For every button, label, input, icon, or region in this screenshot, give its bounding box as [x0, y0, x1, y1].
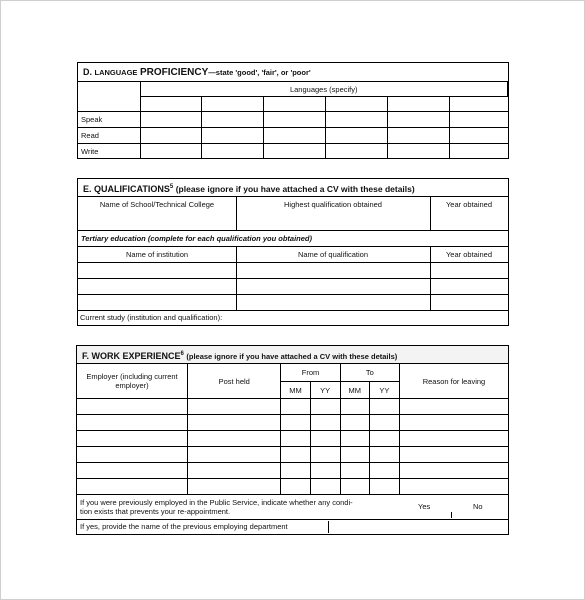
- post-held-header: Post held: [188, 364, 281, 399]
- read-cell[interactable]: [264, 128, 326, 144]
- write-cell[interactable]: [326, 144, 388, 159]
- qualification-row[interactable]: [78, 294, 508, 295]
- work-experience-heading: F. WORK EXPERIENCE$^6$ (please ignore if you have attached a CV with these details): [77, 346, 508, 364]
- table-row[interactable]: [77, 415, 508, 431]
- write-cell[interactable]: [202, 144, 264, 159]
- tertiary-education-heading: Tertiary education (complete for each qualification you obtained): [81, 234, 313, 243]
- write-cell[interactable]: [140, 144, 202, 159]
- table-row[interactable]: [77, 399, 508, 415]
- work-experience-section: [76, 345, 509, 535]
- write-cell[interactable]: [264, 144, 326, 159]
- read-cell[interactable]: [140, 128, 202, 144]
- languages-column-header: Languages (specify): [140, 82, 508, 97]
- read-cell[interactable]: [388, 128, 450, 144]
- speak-cell[interactable]: [326, 112, 388, 128]
- write-cell[interactable]: [450, 144, 508, 159]
- institution-column-header: Name of institution: [125, 250, 189, 259]
- school-column-header: Name of School/Technical College: [99, 200, 215, 209]
- write-label: Write: [78, 144, 140, 159]
- read-cell[interactable]: [450, 128, 508, 144]
- speak-cell[interactable]: [450, 112, 508, 128]
- current-study-field[interactable]: Current study (institution and qualification):: [80, 313, 223, 322]
- speak-cell[interactable]: [388, 112, 450, 128]
- table-row[interactable]: [77, 447, 508, 463]
- from-header: From: [281, 364, 340, 382]
- read-cell[interactable]: [202, 128, 264, 144]
- reason-for-leaving-header: Reason for leaving: [399, 364, 508, 399]
- read-label: Read: [78, 128, 140, 144]
- qualification-column-header: Name of qualification: [297, 250, 369, 259]
- qualifications-heading: E. QUALIFICATIONS$^5$ (please ignore if you have attached a CV with these details): [78, 179, 508, 197]
- language-table: [78, 81, 508, 159]
- from-yy-header: YY: [310, 382, 340, 399]
- previous-employment-question-line2: tion exists that prevents your re-appointment.: [80, 507, 231, 516]
- speak-cell[interactable]: [140, 112, 202, 128]
- from-mm-header: MM: [281, 382, 310, 399]
- language-section: [77, 62, 509, 159]
- table-row[interactable]: [77, 431, 508, 447]
- table-row[interactable]: [77, 479, 508, 495]
- yes-option[interactable]: Yes: [418, 502, 431, 511]
- previous-department-field[interactable]: If yes, provide the name of the previous employing department: [80, 522, 288, 531]
- speak-cell[interactable]: [264, 112, 326, 128]
- work-experience-table: [77, 363, 508, 495]
- qualifications-section: [77, 178, 509, 326]
- to-header: To: [340, 364, 399, 382]
- speak-label: Speak: [78, 112, 140, 128]
- to-yy-header: YY: [369, 382, 399, 399]
- language-cell[interactable]: [140, 97, 202, 112]
- language-cell[interactable]: [388, 97, 450, 112]
- previous-employment-question-line1: If you were previously employed in the Public Service, indicate whether any condi-: [80, 498, 353, 507]
- year-obtained-header: Year obtained: [445, 200, 492, 209]
- language-cell[interactable]: [264, 97, 326, 112]
- language-cell[interactable]: [202, 97, 264, 112]
- employer-column-header: Employer (including current employer): [77, 364, 188, 399]
- language-cell[interactable]: [450, 97, 508, 112]
- table-row[interactable]: [77, 463, 508, 479]
- year-obtained-header-2: Year obtained: [445, 250, 492, 259]
- qualification-row[interactable]: [78, 278, 508, 279]
- no-option[interactable]: No: [473, 502, 483, 511]
- to-mm-header: MM: [340, 382, 369, 399]
- write-cell[interactable]: [388, 144, 450, 159]
- read-cell[interactable]: [326, 128, 388, 144]
- language-cell[interactable]: [326, 97, 388, 112]
- highest-qualification-header: Highest qualification obtained: [284, 200, 382, 209]
- speak-cell[interactable]: [202, 112, 264, 128]
- language-heading: D. LANGUAGE PROFICIENCY—state 'good', 'fair', or 'poor': [78, 63, 508, 82]
